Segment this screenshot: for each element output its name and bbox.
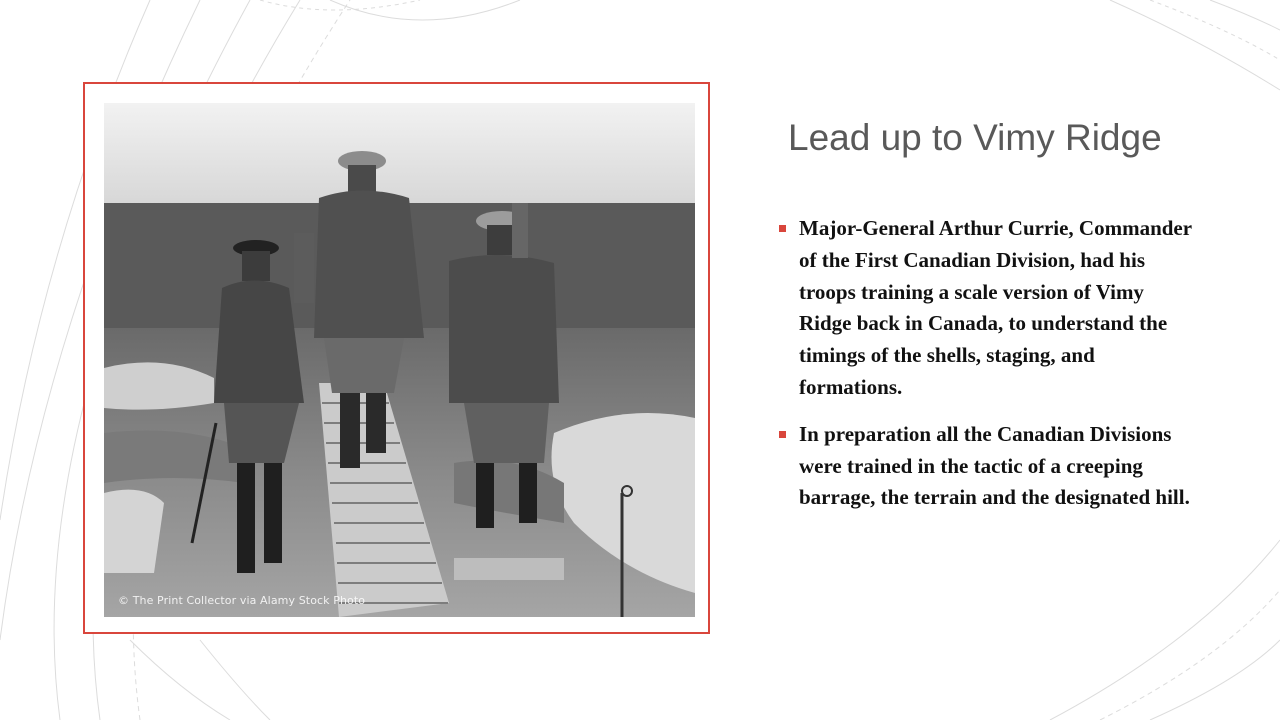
photo-frame <box>83 82 710 634</box>
historical-photo <box>104 103 695 617</box>
photo-credit: © The Print Collector via Alamy Stock Photo <box>118 594 366 607</box>
bullet-item <box>778 213 1198 404</box>
bullet-text: In preparation all the Canadian Divisions were trained in the tactic of a creeping barrage, the terrain and the designated hill. <box>799 421 1190 510</box>
bullet-item <box>778 419 1198 514</box>
bullet-text: Major-General Arthur Currie, Commander of the First Canadian Division, had his troops training a scale version of Vimy Ridge back in Canada, to understand the timings of the shells, staging, and formations. <box>799 216 1192 399</box>
slide-title: Lead up to Vimy Ridge <box>788 117 1162 158</box>
bullet-square-icon <box>779 431 786 438</box>
bullet-list <box>778 213 1198 529</box>
bullet-square-icon <box>779 225 786 232</box>
